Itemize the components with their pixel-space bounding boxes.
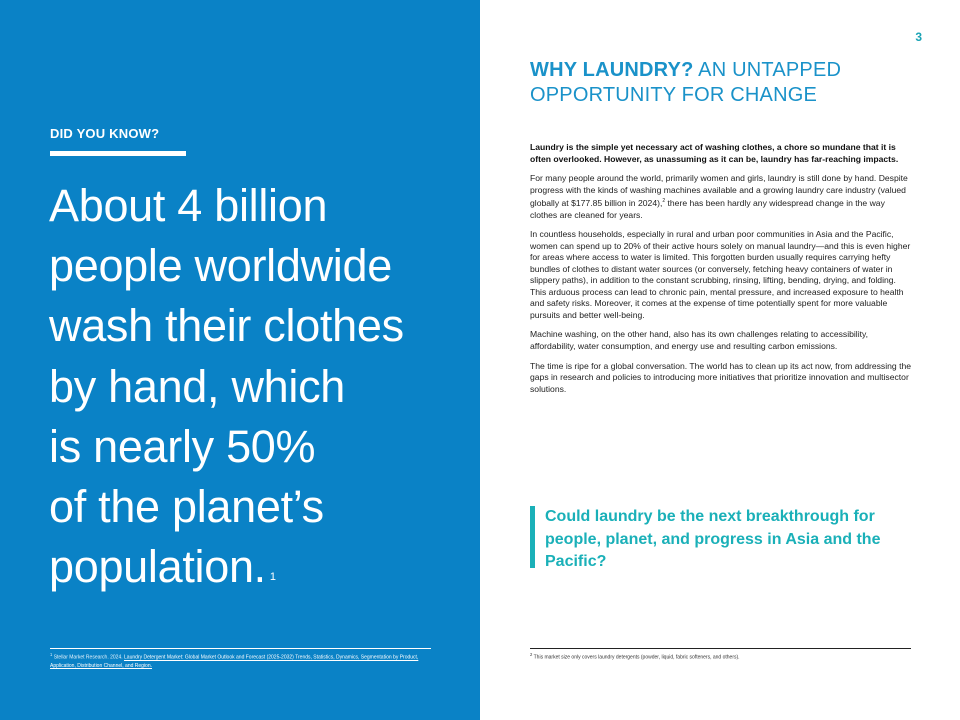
footnote-number: 2: [530, 652, 533, 657]
paragraph-text: there has been hardly any widespread change in the way clothes are cleaned for years.: [530, 198, 885, 220]
stat-line: is nearly 50%: [49, 420, 316, 472]
stat-line: About 4 billion: [49, 180, 328, 231]
pull-quote-bar: [530, 506, 535, 568]
right-panel: [480, 0, 960, 720]
footnote-source: Stellar Market Research. 2024.: [53, 654, 123, 661]
footnote-ref-1: 1: [269, 571, 276, 584]
lead-paragraph: Laundry is the simple yet necessary act of washing clothes, a chore so mundane that it is often overlooked. However, as unassuming as it can be, laundry has far-reaching impacts.: [530, 142, 899, 164]
paragraph-text: For many people around the world, primarily women and girls, laundry is still done by hand. Despite progress with the kinds of washing machines available and a growing laundry care industry (valued globally at $177.85 billion in 2024),: [530, 173, 908, 209]
stat-line: of the planet’s: [49, 481, 324, 533]
stat-line: population.: [49, 541, 266, 593]
footnote-ref-2: 2: [662, 198, 666, 205]
body-text: [530, 142, 912, 403]
heading-rest: AN UNTAPPED OPPORTUNITY FOR CHANGE: [530, 59, 842, 106]
footnote-number: 1: [50, 652, 53, 657]
page-number: 3: [915, 30, 922, 44]
paragraph: The time is ripe for a global conversation. The world has to clean up its act now, from addressing the gaps in research and policies to introducing more initiatives that prioritize innovation and multisector solutions.: [530, 360, 912, 394]
section-heading: [530, 58, 920, 108]
pull-quote: [530, 506, 890, 568]
paragraph: Machine washing, on the other hand, also has its own challenges relating to accessibility, affordability, water consumption, and energy use and resulting carbon emissions.: [530, 329, 869, 351]
footnote-2: [530, 651, 915, 662]
stat-line: by hand, which: [49, 360, 345, 412]
footnote-text: This market size only covers laundry detergents (powder, liquid, fabric softeners, and others).: [533, 654, 740, 661]
stat-line: wash their clothes: [49, 300, 404, 352]
paragraph: [530, 173, 912, 221]
footnote-1: [50, 651, 435, 670]
footnote-source-link[interactable]: Laundry Detergent Market: Global Market Outlook and Forecast (2025-2032) Trends, Statistics, Dynamics, Segmentation by Product, Application, Distribution Channel, and Region.: [50, 654, 419, 669]
footnote-divider: [530, 648, 911, 649]
stat-callout: [49, 176, 469, 607]
paragraph: In countless households, especially in rural and urban poor communities in Asia and the Pacific, women can spend up to 20% of their active hours solely on manual laundry—and this is even higher for areas where access to water is limited. This forgotten burden usually requires carrying hefty bundles of clothes to distant water sources (or conversely, fetching heavy containers of water in slippery paths), in addition to the constant scrubbing, rinsing, lifting, bending, drying, and folding. This arduous process can lead to chronic pain, mental pressure, and increased exposure to health and safety risks. Moreover, it comes at the expense of time potentially spent for more valuable pursuits and better well-being.: [530, 229, 911, 320]
stat-line: people worldwide: [49, 240, 392, 292]
footnote-divider: [50, 648, 431, 649]
stat-line-last: [49, 537, 469, 607]
did-you-know-label: DID YOU KNOW?: [50, 126, 160, 141]
eyebrow-underline: [50, 151, 186, 156]
pull-quote-text: Could laundry be the next breakthrough for people, planet, and progress in Asia and the Pacific?: [545, 508, 881, 570]
heading-bold: WHY LAUNDRY?: [530, 59, 694, 81]
